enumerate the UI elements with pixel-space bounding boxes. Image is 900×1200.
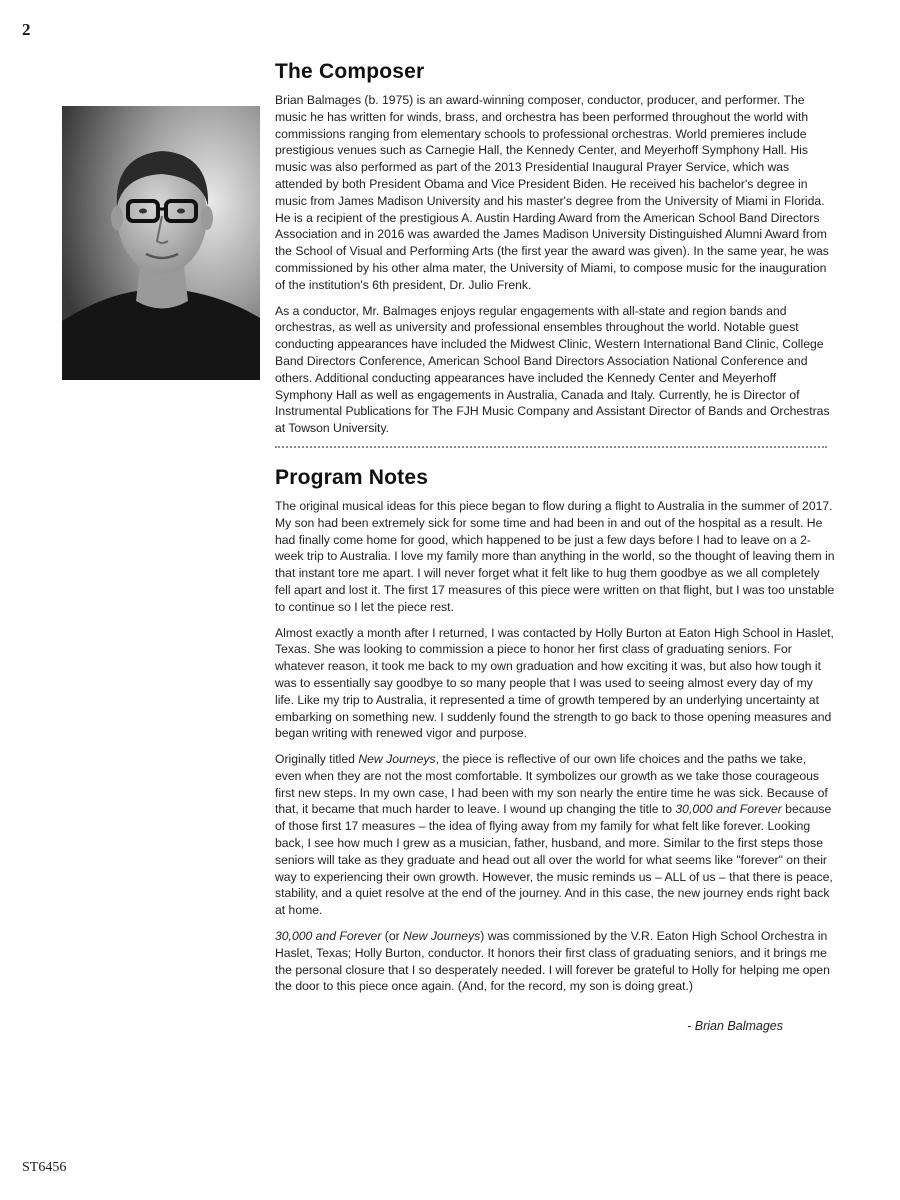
composer-paragraph-1: Brian Balmages (b. 1975) is an award-winning composer, conductor, producer, and performer. The music he has written for winds, brass, and orchestra has been performed throughout the world with commissions ranging from elementary schools to professional orchestras. World premieres include prestigious venues such as Carnegie Hall, the Kennedy Center, and Meyerhoff Symphony Hall. His music was also performed as part of the 2013 Presidential Inaugural Prayer Service, which was attended by both President Obama and Vice President Biden. He received his bachelor's degree in music from James Madison University and his master's degree from the University of Miami in Florida. He is a recipient of the prestigious A. Austin Harding Award from the American School Band Directors Association and in 2016 was awarded the James Madison University Distinguished Alumni Award from the School of Visual and Performing Arts (the first year the award was given). In the same year, he was commissioned by his other alma mater, the University of Miami, to compose music for the inauguration of the institution's 6th president, Dr. Julio Frenk. <box>275 93 829 292</box>
composer-photo <box>62 106 260 380</box>
signature: - Brian Balmages <box>687 1019 783 1034</box>
main-content <box>275 60 835 1033</box>
program-notes-paragraph-2: Almost exactly a month after I returned, I was contacted by Holly Burton at Eaton High School in Haslet, Texas. She was looking to commission a piece to honor her first class of graduating seniors. For whatever reason, it took me back to my own graduation and how exciting it was, but also how tough it was to essentially say goodbye to so many people that I was used to seeing almost every day of my life. Like my trip to Australia, it represented a time of growth tempered by an underlying uncertainty at embarking on something new. I suddenly found the strength to go back to those opening measures and began writing with renewed vigor and purpose. <box>275 625 834 741</box>
program-notes-paragraph-3: Originally titled New Journeys, the piece is reflective of our own life choices and the paths we take, even when they are not the most comfortable. It symbolizes our growth as we take those courageous first new steps. In my own case, I had been with my son nearly the entire time he was sick. Because of that, it became that much harder to leave. I wound up changing the title to 30,000 and Forever because of those first 17 measures – the idea of flying away from my family for what felt like forever. Looking back, I see how much I grew as a musician, father, husband, and more. Similar to the first steps those seniors will take as they graduate and head out all over the world for what seems like "forever" on their way to experiencing their own growth. However, the music reminds us – ALL of us – that there is peace, stability, and a quiet resolve at the end of the journey. And in this case, the new journey ends right back at home. <box>275 752 833 918</box>
composer-heading: The Composer <box>275 60 425 83</box>
program-notes-paragraph-1: The original musical ideas for this piece began to flow during a flight to Australia in the summer of 2017. My son had been extremely sick for some time and had been in and out of the hospital as a result. He had finally come home for good, which happened to be just a few days before I had to leave on a 2-week trip to Australia. I love my family more than anything in the world, so the thought of leaving them in that instant tore me apart. I will never forget what it felt like to hug them goodbye as we all completely fell apart and lost it. The first 17 measures of this piece were written on that flight, but I was too unstable to continue so I let the piece rest. <box>275 498 835 614</box>
footer-catalog-code: ST6456 <box>22 1160 67 1175</box>
composer-paragraph-2: As a conductor, Mr. Balmages enjoys regular engagements with all-state and region bands and orchestras, as well as university and professional ensembles throughout the world. Notable guest conducting appearances have included the Midwest Clinic, Western International Band Clinic, College Band Directors Conference, American School Band Directors Association National Conference and others. Additional conducting appearances have included the Kennedy Center and Meyerhoff Symphony Hall as well as engagements in Australia, Canada and Italy. Currently, he is Director of Instrumental Publications for The FJH Music Company and Assistant Director of Bands and Orchestras at Towson University. <box>275 303 830 436</box>
title-new-journeys: New Journeys <box>358 752 436 767</box>
title-30000-and-forever: 30,000 and Forever <box>675 802 782 817</box>
program-notes-paragraph-4: 30,000 and Forever (or New Journeys) was commissioned by the V.R. Eaton High School Orchestra in Haslet, Texas; Holly Burton, conductor. It honors their first class of graduating seniors, and it brings me the personal closure that I so desperately needed. I will forever be grateful to Holly for helping me open the door to this piece once again. (And, for the record, my son is doing great.) <box>275 929 830 994</box>
program-notes-heading: Program Notes <box>275 465 429 489</box>
title-30000-and-forever: 30,000 and Forever <box>275 929 382 944</box>
title-new-journeys: New Journeys <box>403 929 481 944</box>
page-number: 2 <box>22 20 31 39</box>
section-divider <box>275 446 827 448</box>
